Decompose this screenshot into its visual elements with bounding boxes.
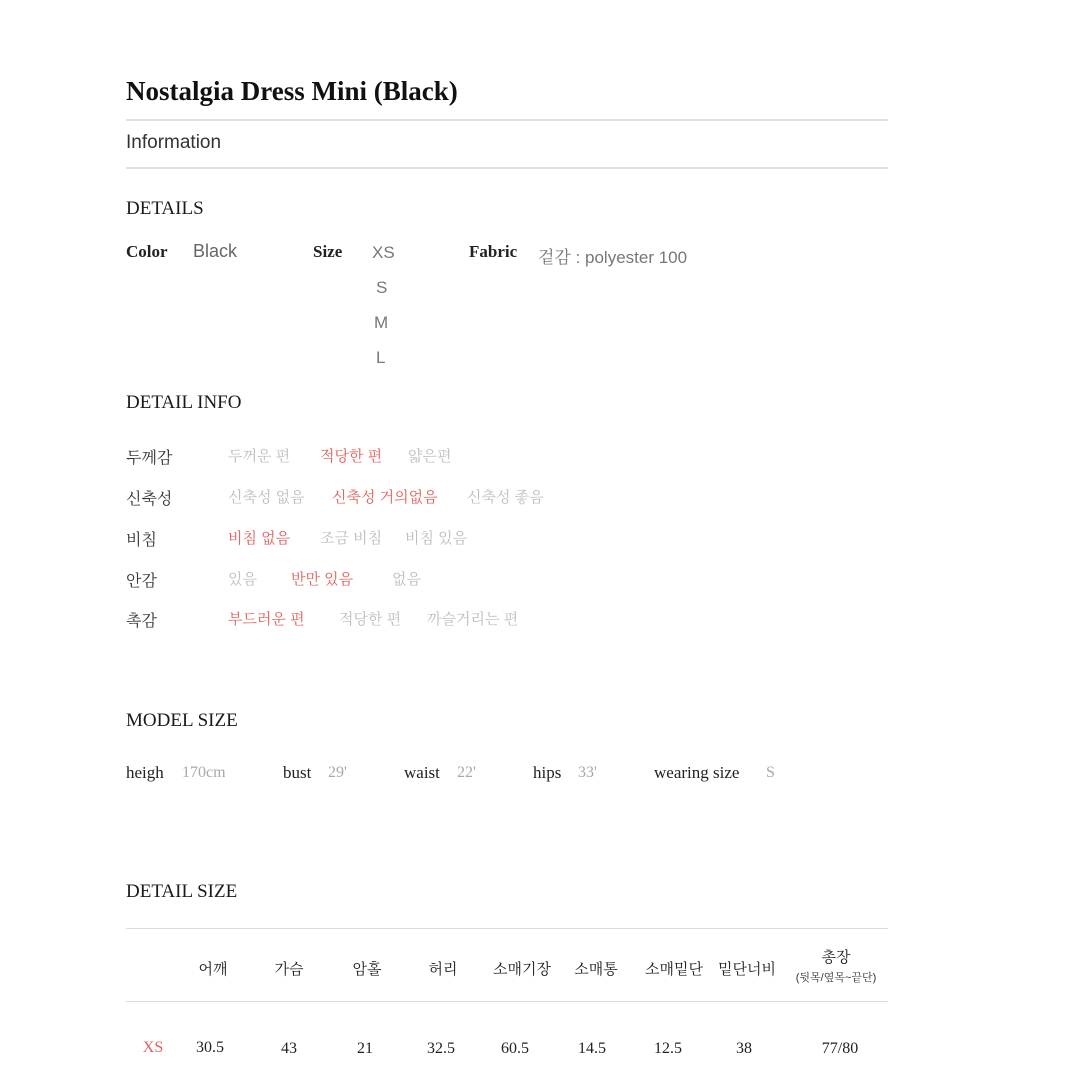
header-waist: 허리 — [428, 961, 458, 978]
detail-info-option-selected: 반만 있음 — [291, 571, 354, 588]
row-size-label: XS — [142, 1039, 164, 1056]
header-shoulder: 어깨 — [198, 961, 228, 978]
model-hips-label: hips — [533, 763, 562, 782]
model-waist-label: waist — [404, 763, 440, 782]
cell-sleeve-hem: 12.5 — [654, 1040, 682, 1057]
header-total-length-sub: (뒷목/옆목~끝단) — [795, 972, 877, 984]
details-heading: DETAILS — [126, 198, 204, 219]
size-value-l: L — [376, 348, 386, 367]
detail-info-label: 두께감 — [126, 450, 173, 467]
cell-chest: 43 — [281, 1040, 297, 1057]
detail-info-label: 안감 — [126, 573, 157, 590]
header-sleeve-width: 소매통 — [574, 961, 618, 978]
header-sleeve-hem: 소매밑단 — [645, 961, 703, 978]
color-label: Color — [126, 242, 168, 261]
detail-info-heading: DETAIL INFO — [126, 392, 242, 413]
model-height-label: heigh — [126, 763, 164, 782]
detail-info-option-selected: 신축성 거의없음 — [332, 489, 438, 506]
model-bust-label: bust — [283, 763, 312, 782]
detail-info-option-selected: 부드러운 편 — [228, 611, 305, 628]
size-value-s: S — [376, 278, 388, 297]
information-label: Information — [126, 132, 222, 153]
model-wearing-size-label: wearing size — [654, 763, 740, 782]
cell-sleeve-width: 14.5 — [578, 1040, 606, 1057]
detail-info-label: 신축성 — [126, 491, 173, 508]
model-hips-value: 33' — [578, 764, 597, 781]
detail-info-option: 까슬거리는 편 — [427, 611, 519, 628]
size-value-xs: XS — [372, 243, 395, 262]
cell-waist: 32.5 — [427, 1040, 455, 1057]
detail-info-option: 신축성 좋음 — [467, 489, 544, 506]
cell-sleeve-length: 60.5 — [501, 1040, 529, 1057]
detail-info-option-selected: 비침 없음 — [228, 530, 291, 547]
model-waist-value: 22' — [457, 764, 476, 781]
header-chest: 가슴 — [274, 961, 304, 978]
detail-info-option: 있음 — [228, 571, 257, 588]
header-armhole: 암홀 — [352, 961, 382, 978]
detail-info-option: 두꺼운 편 — [228, 448, 291, 465]
detail-size-heading: DETAIL SIZE — [126, 881, 238, 902]
divider — [126, 119, 888, 121]
model-bust-value: 29' — [328, 764, 347, 781]
size-value-m: M — [374, 313, 389, 332]
detail-info-option: 조금 비침 — [320, 530, 383, 547]
header-sleeve-length: 소매기장 — [493, 961, 551, 978]
divider — [126, 167, 888, 169]
fabric-value: 겉감 : polyester 100 — [538, 248, 688, 267]
detail-info-label: 비침 — [126, 532, 157, 549]
table-header-rule — [126, 1001, 888, 1002]
detail-info-option: 적당한 편 — [339, 611, 402, 628]
cell-armhole: 21 — [357, 1040, 373, 1057]
detail-info-option: 비침 있음 — [405, 530, 468, 547]
detail-info-option: 없음 — [392, 571, 421, 588]
model-size-heading: MODEL SIZE — [126, 710, 238, 731]
fabric-label: Fabric — [469, 242, 518, 261]
cell-shoulder: 30.5 — [196, 1039, 224, 1056]
detail-info-option: 신축성 없음 — [228, 489, 305, 506]
cell-hem-width: 38 — [736, 1040, 752, 1057]
model-height-value: 170cm — [182, 764, 226, 781]
color-value: Black — [193, 241, 238, 261]
cell-total-length: 77/80 — [821, 1040, 859, 1057]
header-total-length: 총장 — [821, 949, 851, 966]
detail-info-label: 촉감 — [126, 613, 157, 630]
detail-info-option: 얇은편 — [408, 448, 452, 465]
page-title: Nostalgia Dress Mini (Black) — [126, 76, 458, 106]
size-label: Size — [313, 242, 343, 261]
header-hem-width: 밑단너비 — [718, 961, 776, 978]
detail-info-option-selected: 적당한 편 — [320, 448, 383, 465]
model-wearing-size-value: S — [766, 764, 775, 781]
table-top-rule — [126, 928, 888, 929]
